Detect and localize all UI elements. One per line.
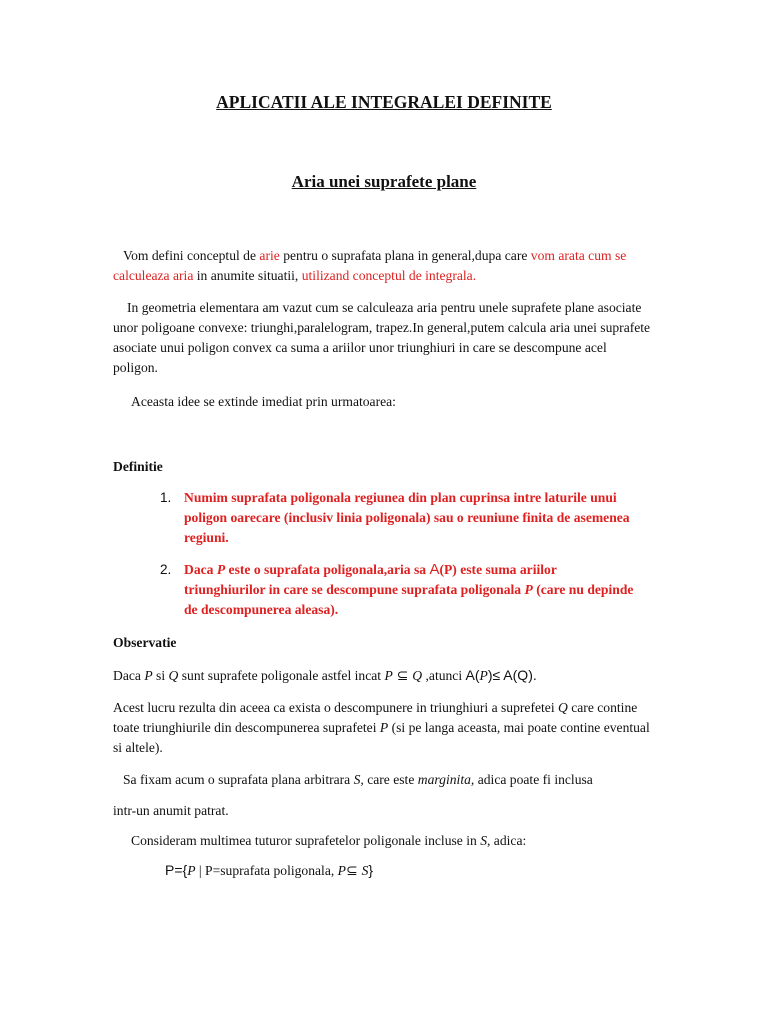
list-number: 1. bbox=[160, 490, 172, 505]
fix-surface-paragraph: Sa fixam acum o suprafata plana arbitrara S, care este marginita, adica poate fi inclusa bbox=[123, 772, 593, 787]
consider-paragraph: Consideram multimea tuturor suprafetelor poligonale incluse in S, adica: bbox=[131, 833, 527, 848]
section-subtitle: Aria unei suprafete plane bbox=[291, 172, 477, 191]
document-title: APLICATII ALE INTEGRALEI DEFINITE bbox=[216, 92, 552, 112]
definition-heading: Definitie bbox=[113, 459, 163, 474]
intro-paragraph: Vom defini conceptul de arie pentru o suprafata plana in general,dupa care vom arata cum se calculeaza aria in anumite situatii, utilizand conceptul de integrala. bbox=[113, 248, 627, 283]
definition-item-1 bbox=[160, 488, 640, 548]
observation-heading: Observatie bbox=[113, 635, 177, 650]
transition-paragraph: Aceasta idee se extinde imediat prin urmatoarea: bbox=[131, 394, 396, 409]
geometry-paragraph: In geometria elementara am vazut cum se calculeaza aria pentru unele suprafete plane asociate unor poligoane convexe: triunghi,paralelogram, trapez.In general,putem calcula aria unei suprafete asociate unui poligon convex ca suma a ariilor unor triunghiuri in care se descompune acel poligon. bbox=[113, 300, 651, 375]
definition-item-2 bbox=[160, 560, 640, 620]
fix-surface-continuation: intr-un anumit patrat. bbox=[113, 803, 229, 818]
list-number: 2. bbox=[160, 562, 172, 577]
observation-explanation: Acest lucru rezulta din aceea ca exista o descompunere in triunghiuri a suprefetei Q care contine toate triunghiurile din descompunerea suprafetei P (si pe langa aceasta, mai poate contine eventual si altele). bbox=[113, 700, 650, 755]
set-definition-formula: P={P | P=suprafata poligonala, P⊆ S} bbox=[165, 862, 374, 878]
definition-text: Numim suprafata poligonala regiunea din plan cuprinsa intre laturile unui poligon oarecare (inclusiv linia poligonala) sau o reuniune finita de asemenea regiuni. bbox=[184, 490, 630, 545]
definition-text: Daca P este o suprafata poligonala,aria sa A(P) este suma ariilor triunghiurilor in care se descompune suprafata poligonala P (care nu depinde de descompunerea aleasa). bbox=[184, 561, 634, 617]
observation-statement: Daca P si Q sunt suprafete poligonale astfel incat P ⊆ Q ,atunci A(P)≤ A(Q). bbox=[113, 667, 537, 683]
